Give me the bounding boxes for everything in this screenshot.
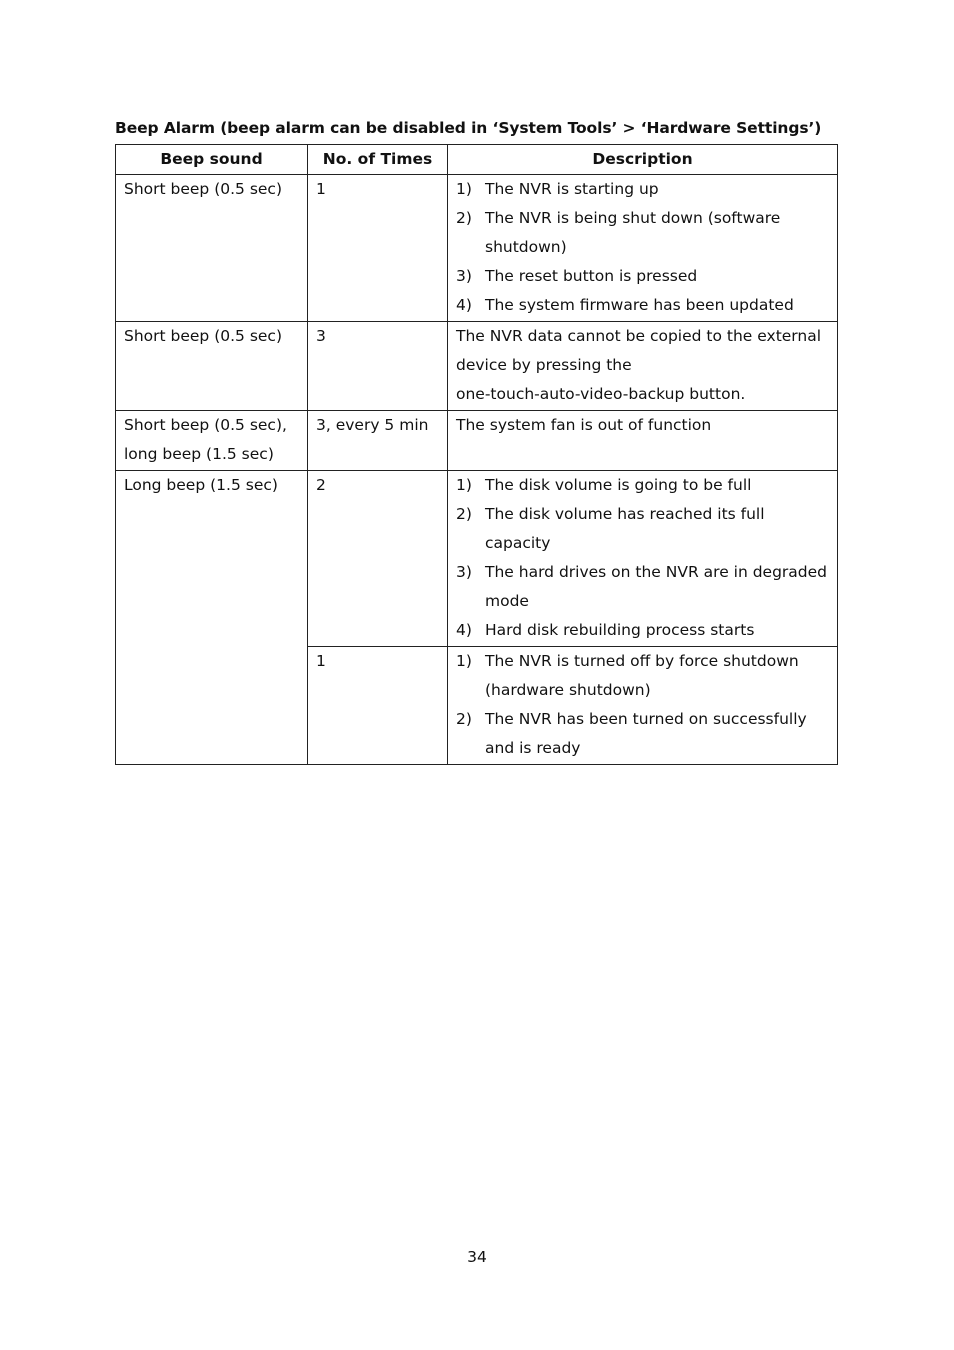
table-row	[116, 411, 838, 471]
list-text: The NVR is turned off by force shutdown (hardware shutdown)	[485, 652, 799, 699]
beep-alarm-table	[115, 144, 838, 765]
list-item	[456, 558, 829, 616]
table-row	[116, 175, 838, 322]
list-text: The NVR is being shut down (software shutdown)	[485, 209, 781, 256]
list-item	[456, 647, 829, 705]
list-item	[456, 705, 829, 763]
description-cell	[448, 411, 838, 471]
list-text: Hard disk rebuilding process starts	[485, 621, 755, 639]
list-number: 1)	[456, 180, 472, 198]
description-cell	[448, 175, 838, 322]
table-row	[116, 471, 838, 647]
header-no-of-times: No. of Times	[308, 145, 448, 175]
list-item	[456, 175, 829, 204]
list-item	[456, 204, 829, 262]
list-text: The NVR is starting up	[485, 180, 659, 198]
list-number: 2)	[456, 209, 472, 227]
list-item	[456, 616, 829, 645]
description-cell	[448, 471, 838, 647]
table-header-row	[116, 145, 838, 175]
list-text: The reset button is pressed	[485, 267, 698, 285]
times-cell: 1	[308, 175, 448, 322]
list-text: The disk volume has reached its full capacity	[485, 505, 765, 552]
description-text: The NVR data cannot be copied to the external device by pressing the	[456, 327, 822, 374]
description-cell	[448, 647, 838, 765]
list-number: 4)	[456, 621, 472, 639]
beep-sound-cell: Short beep (0.5 sec)	[116, 322, 308, 411]
times-cell: 2	[308, 471, 448, 647]
times-cell: 3, every 5 min	[308, 411, 448, 471]
description-text: The system fan is out of function	[456, 416, 712, 434]
table-row	[116, 322, 838, 411]
list-text: The hard drives on the NVR are in degraded mode	[485, 563, 828, 610]
list-number: 3)	[456, 267, 472, 285]
list-number: 2)	[456, 710, 472, 728]
list-item	[456, 291, 829, 320]
table-caption: Beep Alarm (beep alarm can be disabled in ‘System Tools’ > ‘Hardware Settings’)	[115, 119, 822, 137]
list-number: 4)	[456, 296, 472, 314]
beep-sound-cell: Long beep (1.5 sec)	[116, 471, 308, 765]
list-item	[456, 471, 829, 500]
page-number: 34	[467, 1248, 487, 1266]
list-number: 1)	[456, 652, 472, 670]
beep-sound-cell: Short beep (0.5 sec)	[116, 175, 308, 322]
list-number: 3)	[456, 563, 472, 581]
beep-sound-cell: Short beep (0.5 sec), long beep (1.5 sec)	[116, 411, 308, 471]
description-text: one-touch-auto-video-backup button.	[456, 385, 746, 403]
header-description: Description	[448, 145, 838, 175]
list-item	[456, 500, 829, 558]
list-text: The NVR has been turned on successfully and is ready	[485, 710, 807, 757]
times-cell: 1	[308, 647, 448, 765]
header-beep-sound: Beep sound	[116, 145, 308, 175]
list-number: 2)	[456, 505, 472, 523]
list-item	[456, 262, 829, 291]
list-number: 1)	[456, 476, 472, 494]
times-cell: 3	[308, 322, 448, 411]
list-text: The disk volume is going to be full	[485, 476, 752, 494]
description-cell	[448, 322, 838, 411]
list-text: The system firmware has been updated	[485, 296, 794, 314]
